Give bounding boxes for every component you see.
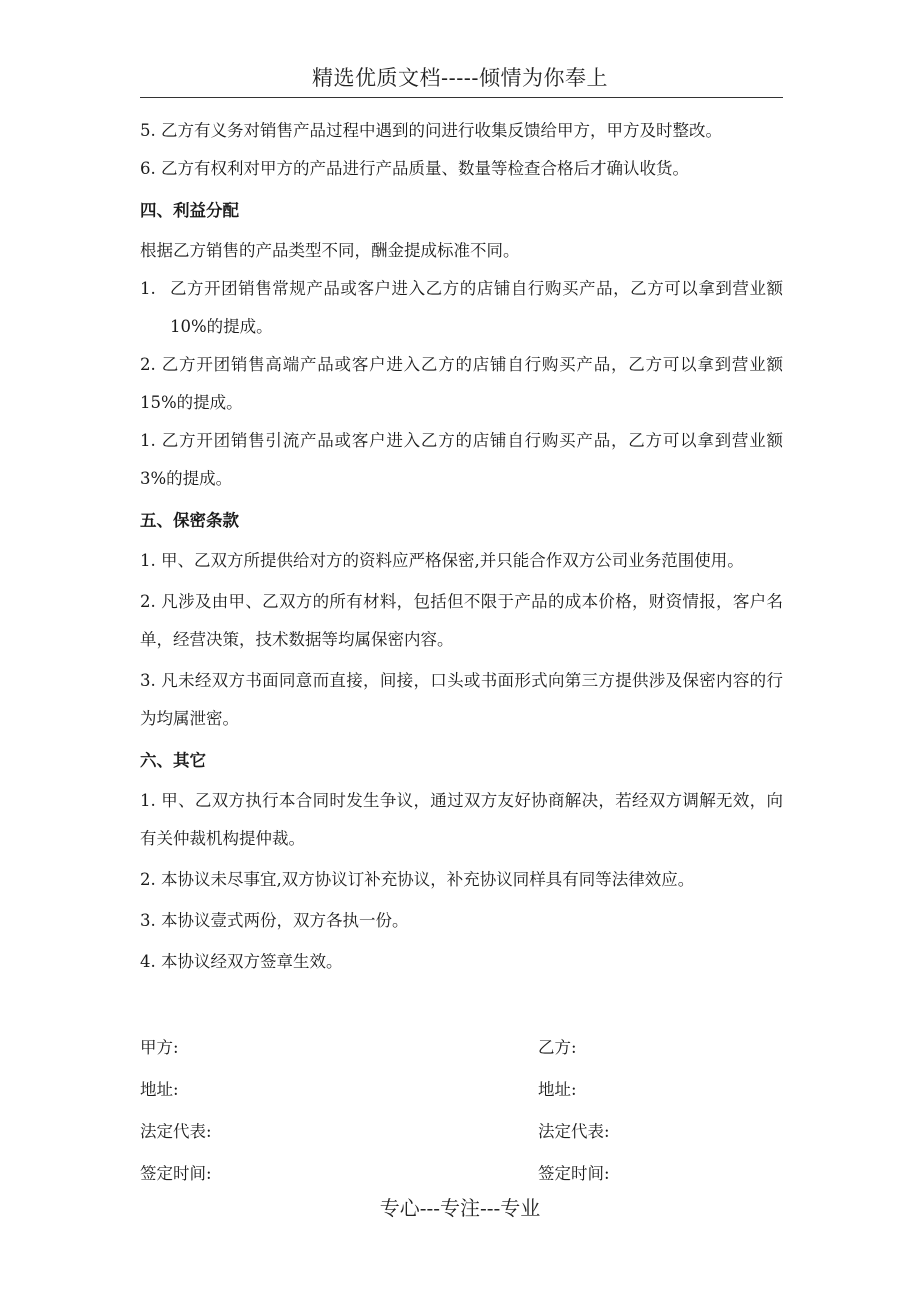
profit-intro: 根据乙方销售的产品类型不同，酬金提成标准不同。 [140, 241, 520, 260]
profit-item-1-text: 乙方开团销售常规产品或客户进入乙方的店铺自行购买产品，乙方可以拿到营业额 10%的提成。 [170, 279, 783, 336]
signature-row-party [140, 1027, 783, 1069]
confidentiality-item-2: 2. 凡涉及由甲、乙双方的所有材料，包括但不限于产品的成本价格，财资情报，客户名单，经营决策，技术数据等均属保密内容。 [140, 592, 783, 649]
clause-3-6: 6. 乙方有权利对甲方的产品进行产品质量、数量等检查合格后才确认收货。 [140, 159, 689, 178]
other-item-1: 1. 甲、乙双方执行本合同时发生争议，通过双方友好协商解决，若经双方调解无效，向有关仲裁机构提仲裁。 [140, 791, 783, 848]
address-b-label: 地址: [538, 1080, 577, 1099]
signature-row-representative [140, 1111, 783, 1153]
profit-item-2: 2. 乙方开团销售高端产品或客户进入乙方的店铺自行购买产品，乙方可以拿到营业额 15%的提成。 [140, 355, 783, 412]
party-a-label: 甲方: [140, 1038, 179, 1057]
clause-3-5: 5. 乙方有义务对销售产品过程中遇到的问进行收集反馈给甲方，甲方及时整改。 [140, 121, 722, 140]
profit-item-1 [140, 270, 783, 346]
signature-row-address [140, 1069, 783, 1111]
page-header: 精选优质文档-----倾情为你奉上 [312, 66, 608, 90]
signature-row-date [140, 1153, 783, 1195]
sign-date-a-label: 签定时间: [140, 1164, 212, 1183]
section-heading-other: 六、其它 [140, 751, 206, 770]
section-heading-confidentiality: 五、保密条款 [140, 511, 239, 530]
representative-b-label: 法定代表: [538, 1122, 610, 1141]
profit-item-1-number: 1. [140, 279, 156, 298]
confidentiality-item-3: 3. 凡未经双方书面同意而直接，间接，口头或书面形式向第三方提供涉及保密内容的行为均属泄密。 [140, 671, 783, 728]
header-divider [140, 97, 783, 98]
profit-item-3: 1. 乙方开团销售引流产品或客户进入乙方的店铺自行购买产品，乙方可以拿到营业额 3%的提成。 [140, 431, 783, 488]
sign-date-b-label: 签定时间: [538, 1164, 610, 1183]
other-item-4: 4. 本协议经双方签章生效。 [140, 952, 343, 971]
section-heading-profit: 四、利益分配 [140, 201, 239, 220]
signature-block [140, 1027, 783, 1195]
representative-a-label: 法定代表: [140, 1122, 212, 1141]
other-item-2: 2. 本协议未尽事宜,双方协议订补充协议，补充协议同样具有同等法律效应。 [140, 870, 695, 889]
confidentiality-item-1: 1. 甲、乙双方所提供给对方的资料应严格保密,并只能合作双方公司业务范围使用。 [140, 551, 744, 570]
page-footer: 专心---专注---专业 [379, 1196, 541, 1220]
document-body [140, 112, 783, 981]
address-a-label: 地址: [140, 1080, 179, 1099]
party-b-label: 乙方: [538, 1038, 577, 1057]
other-item-3: 3. 本协议壹式两份，双方各执一份。 [140, 911, 409, 930]
